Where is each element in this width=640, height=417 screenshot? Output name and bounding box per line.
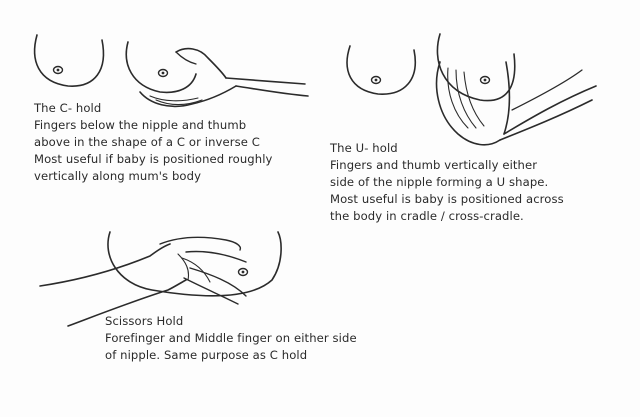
- u-hold-line: side of the nipple forming a U shape.: [330, 175, 549, 189]
- c-hold-line: Fingers below the nipple and thumb: [34, 118, 247, 132]
- c-hold-line: above in the shape of a C or inverse C: [34, 135, 260, 149]
- u-hold-title: The U- hold: [330, 141, 398, 155]
- scissors-hold-line: of nipple. Same purpose as C hold: [105, 348, 308, 362]
- c-hold-line: Most useful if baby is positioned roughly: [34, 152, 273, 166]
- scissors-hold-title: Scissors Hold: [105, 314, 184, 328]
- c-hold-title: The C- hold: [34, 101, 102, 115]
- c-hold-hand-drawing: [126, 42, 308, 106]
- u-hold-line: Most useful is baby is positioned across: [330, 192, 564, 206]
- u-hold-plain-breast-drawing: [347, 46, 415, 94]
- c-hold-line: vertically along mum's body: [34, 169, 202, 183]
- u-hold-line: the body in cradle / cross-cradle.: [330, 209, 524, 223]
- u-hold-caption: [330, 140, 564, 225]
- scissors-hold-caption: [105, 313, 357, 364]
- c-hold-caption: [34, 100, 272, 185]
- c-hold-plain-breast-drawing: [35, 35, 104, 86]
- u-hold-line: Fingers and thumb vertically either: [330, 158, 538, 172]
- scissors-hold-hand-drawing: [40, 232, 281, 326]
- scissors-hold-line: Forefinger and Middle finger on either side: [105, 331, 357, 345]
- u-hold-hand-drawing: [437, 34, 596, 145]
